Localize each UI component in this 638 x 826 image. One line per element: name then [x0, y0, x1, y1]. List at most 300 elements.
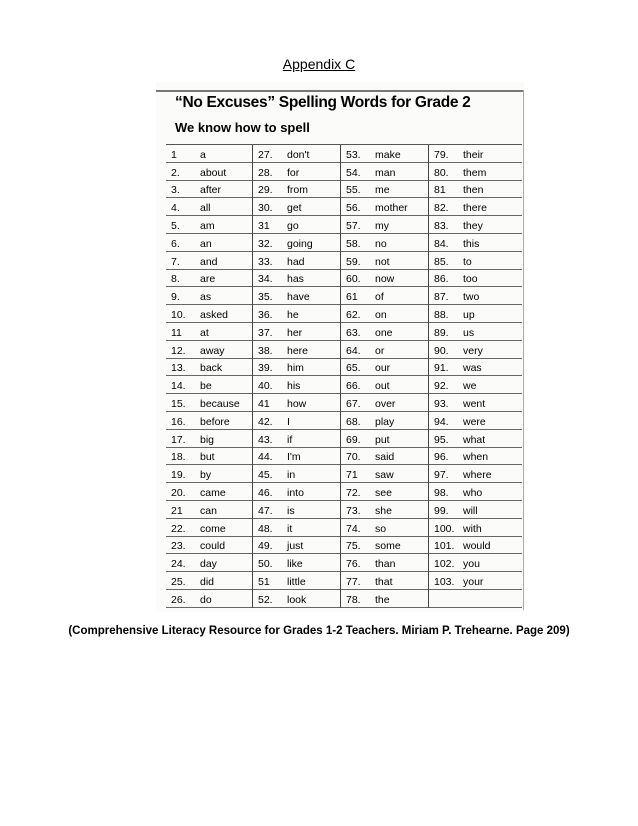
- word-number: 13.: [171, 362, 186, 375]
- word-text: play: [375, 415, 395, 428]
- table-row: [166, 198, 252, 216]
- word-number: 102.: [434, 558, 455, 571]
- word-number: 87.: [434, 291, 449, 304]
- table-row: [166, 145, 252, 163]
- table-row: [166, 465, 252, 483]
- table-row: [253, 216, 340, 234]
- table-row: [429, 216, 522, 234]
- word-number: 82.: [434, 202, 449, 215]
- table-row: [429, 590, 522, 608]
- word-number: 43.: [258, 433, 273, 446]
- word-number: 52.: [258, 593, 273, 606]
- table-row: [253, 287, 340, 305]
- word-text: your: [463, 575, 484, 588]
- word-number: 1: [171, 148, 177, 161]
- word-text: I'm: [287, 451, 301, 464]
- word-text: am: [200, 219, 215, 232]
- word-number: 65.: [346, 362, 361, 375]
- word-number: 70.: [346, 451, 361, 464]
- word-text: said: [375, 451, 395, 464]
- word-list-subtitle: We know how to spell: [175, 120, 310, 135]
- word-text: at: [200, 326, 209, 339]
- table-row: [341, 181, 428, 199]
- table-row: [166, 163, 252, 181]
- scan-right-border: [523, 90, 524, 610]
- word-number: 57.: [346, 219, 361, 232]
- word-number: 56.: [346, 202, 361, 215]
- word-number: 18.: [171, 451, 186, 464]
- word-number: 32.: [258, 237, 273, 250]
- word-text: by: [200, 469, 212, 482]
- word-text: than: [375, 558, 396, 571]
- word-text: will: [463, 504, 478, 517]
- word-text: little: [287, 575, 306, 588]
- word-number: 7.: [171, 255, 180, 268]
- word-text: I: [287, 415, 290, 428]
- word-text: that: [375, 575, 393, 588]
- word-text: can: [200, 504, 217, 517]
- word-text: because: [200, 397, 240, 410]
- word-text: make: [375, 148, 401, 161]
- word-number: 73.: [346, 504, 361, 517]
- word-number: 5.: [171, 219, 180, 232]
- word-text: mother: [375, 202, 408, 215]
- word-text: asked: [200, 308, 229, 321]
- table-row: [341, 430, 428, 448]
- word-number: 77.: [346, 575, 361, 588]
- table-row: [253, 181, 340, 199]
- word-number: 36.: [258, 308, 273, 321]
- table-row: [253, 376, 340, 394]
- table-row: [166, 376, 252, 394]
- word-text: don't: [287, 148, 310, 161]
- word-number: 54.: [346, 166, 361, 179]
- word-number: 33.: [258, 255, 273, 268]
- citation: (Comprehensive Literacy Resource for Grades 1-2 Teachers. Miriam P. Trehearne. Page 209): [68, 625, 570, 637]
- table-row: [429, 430, 522, 448]
- table-row: [341, 483, 428, 501]
- word-text: look: [287, 593, 307, 606]
- word-text: of: [375, 291, 384, 304]
- word-number: 63.: [346, 326, 361, 339]
- word-number: 96.: [434, 451, 449, 464]
- word-text: do: [200, 593, 212, 606]
- word-text: to: [463, 255, 472, 268]
- word-number: 45.: [258, 469, 273, 482]
- table-row: [253, 394, 340, 412]
- word-text: have: [287, 291, 310, 304]
- table-row: [253, 359, 340, 377]
- table-row: [429, 145, 522, 163]
- word-text: could: [200, 540, 226, 553]
- word-text: if: [287, 433, 293, 446]
- table-row: [341, 376, 428, 394]
- word-text: now: [375, 273, 395, 286]
- table-row: [341, 448, 428, 466]
- table-row: [429, 163, 522, 181]
- word-number: 44.: [258, 451, 273, 464]
- word-number: 92.: [434, 380, 449, 393]
- table-row: [166, 270, 252, 288]
- scanned-word-list: [156, 82, 524, 612]
- table-row: [429, 465, 522, 483]
- word-text: where: [463, 469, 492, 482]
- word-number: 58.: [346, 237, 361, 250]
- table-row: [429, 270, 522, 288]
- table-row: [166, 181, 252, 199]
- word-column: [253, 145, 341, 608]
- word-number: 61: [346, 291, 358, 304]
- word-number: 90.: [434, 344, 449, 357]
- word-text: are: [200, 273, 216, 286]
- word-number: 23.: [171, 540, 186, 553]
- word-text: man: [375, 166, 396, 179]
- word-number: 21: [171, 504, 183, 517]
- table-row: [429, 376, 522, 394]
- table-row: [253, 234, 340, 252]
- word-text: big: [200, 433, 215, 446]
- word-text: back: [200, 362, 223, 375]
- spelling-words-table: [166, 144, 522, 608]
- word-text: who: [463, 486, 483, 499]
- word-text: my: [375, 219, 389, 232]
- table-row: [253, 430, 340, 448]
- table-row: [166, 412, 252, 430]
- table-row: [429, 323, 522, 341]
- word-text: did: [200, 575, 215, 588]
- table-row: [166, 590, 252, 608]
- table-row: [341, 163, 428, 181]
- word-text: we: [463, 380, 477, 393]
- table-row: [166, 537, 252, 555]
- word-text: he: [287, 308, 299, 321]
- word-number: 99.: [434, 504, 449, 517]
- table-row: [253, 305, 340, 323]
- word-number: 34.: [258, 273, 273, 286]
- word-number: 101.: [434, 540, 455, 553]
- word-text: go: [287, 219, 299, 232]
- table-row: [429, 359, 522, 377]
- word-text: too: [463, 273, 478, 286]
- word-number: 93.: [434, 397, 449, 410]
- word-number: 71: [346, 469, 358, 482]
- table-row: [341, 216, 428, 234]
- table-row: [429, 394, 522, 412]
- word-text: came: [200, 486, 226, 499]
- word-text: some: [375, 540, 401, 553]
- word-text: for: [287, 166, 300, 179]
- word-text: the: [375, 593, 390, 606]
- word-number: 88.: [434, 308, 449, 321]
- table-row: [253, 554, 340, 572]
- table-row: [429, 501, 522, 519]
- word-number: 35.: [258, 291, 273, 304]
- word-number: 95.: [434, 433, 449, 446]
- word-number: 48.: [258, 522, 273, 535]
- table-row: [341, 519, 428, 537]
- word-column: [429, 145, 522, 608]
- word-number: 76.: [346, 558, 361, 571]
- word-number: 51: [258, 575, 270, 588]
- scan-top-border: [156, 90, 524, 92]
- word-number: 79.: [434, 148, 449, 161]
- word-text: day: [200, 558, 217, 571]
- table-row: [166, 323, 252, 341]
- word-number: 97.: [434, 469, 449, 482]
- table-row: [166, 394, 252, 412]
- word-text: me: [375, 184, 390, 197]
- word-column: [341, 145, 429, 608]
- table-row: [429, 181, 522, 199]
- table-row: [429, 448, 522, 466]
- table-row: [253, 412, 340, 430]
- table-row: [341, 572, 428, 590]
- word-text: had: [287, 255, 305, 268]
- word-number: 16.: [171, 415, 186, 428]
- word-text: as: [200, 291, 212, 304]
- table-row: [341, 145, 428, 163]
- word-number: 75.: [346, 540, 361, 553]
- table-row: [429, 341, 522, 359]
- word-number: 10.: [171, 308, 186, 321]
- word-text: them: [463, 166, 487, 179]
- word-text: not: [375, 255, 390, 268]
- word-text: and: [200, 255, 218, 268]
- table-row: [429, 519, 522, 537]
- word-text: just: [287, 540, 304, 553]
- word-number: 26.: [171, 593, 186, 606]
- word-text: into: [287, 486, 304, 499]
- word-text: was: [463, 362, 482, 375]
- word-text: us: [463, 326, 475, 339]
- word-number: 40.: [258, 380, 273, 393]
- word-number: 103.: [434, 575, 455, 588]
- word-text: you: [463, 558, 480, 571]
- word-number: 8.: [171, 273, 180, 286]
- word-text: here: [287, 344, 309, 357]
- word-number: 49.: [258, 540, 273, 553]
- word-number: 68.: [346, 415, 361, 428]
- appendix-heading: Appendix C: [282, 56, 356, 72]
- word-number: 89.: [434, 326, 449, 339]
- table-row: [429, 554, 522, 572]
- word-number: 46.: [258, 486, 273, 499]
- table-row: [341, 252, 428, 270]
- table-row: [166, 501, 252, 519]
- table-row: [253, 465, 340, 483]
- table-row: [253, 590, 340, 608]
- word-text: a: [200, 148, 206, 161]
- word-text: before: [200, 415, 230, 428]
- word-text: this: [463, 237, 480, 250]
- table-row: [341, 537, 428, 555]
- table-row: [429, 234, 522, 252]
- word-number: 85.: [434, 255, 449, 268]
- table-row: [253, 163, 340, 181]
- word-number: 50.: [258, 558, 273, 571]
- word-text: two: [463, 291, 480, 304]
- word-number: 24.: [171, 558, 186, 571]
- table-row: [166, 305, 252, 323]
- table-row: [341, 341, 428, 359]
- table-row: [166, 234, 252, 252]
- table-row: [341, 394, 428, 412]
- word-number: 41: [258, 397, 270, 410]
- table-row: [253, 252, 340, 270]
- table-row: [166, 287, 252, 305]
- table-row: [429, 287, 522, 305]
- word-number: 60.: [346, 273, 361, 286]
- word-text: see: [375, 486, 392, 499]
- table-row: [341, 465, 428, 483]
- word-text: like: [287, 558, 303, 571]
- word-number: 72.: [346, 486, 361, 499]
- table-row: [253, 145, 340, 163]
- word-text: from: [287, 184, 308, 197]
- table-row: [253, 270, 340, 288]
- word-number: 30.: [258, 202, 273, 215]
- word-text: away: [200, 344, 225, 357]
- table-row: [166, 519, 252, 537]
- table-row: [166, 483, 252, 501]
- word-number: 78.: [346, 593, 361, 606]
- word-number: 94.: [434, 415, 449, 428]
- word-text: no: [375, 237, 387, 250]
- word-text: after: [200, 184, 222, 197]
- table-row: [166, 216, 252, 234]
- word-text: but: [200, 451, 215, 464]
- word-number: 22.: [171, 522, 186, 535]
- word-text: how: [287, 397, 307, 410]
- table-row: [341, 234, 428, 252]
- table-row: [166, 430, 252, 448]
- table-row: [253, 198, 340, 216]
- table-row: [341, 501, 428, 519]
- table-row: [166, 359, 252, 377]
- table-row: [166, 341, 252, 359]
- word-text: put: [375, 433, 390, 446]
- word-text: very: [463, 344, 483, 357]
- word-number: 84.: [434, 237, 449, 250]
- table-row: [429, 537, 522, 555]
- word-text: then: [463, 184, 484, 197]
- word-text: an: [200, 237, 212, 250]
- word-list-title: “No Excuses” Spelling Words for Grade 2: [175, 94, 471, 111]
- word-number: 47.: [258, 504, 273, 517]
- word-number: 31: [258, 219, 270, 232]
- word-text: with: [463, 522, 482, 535]
- table-row: [341, 198, 428, 216]
- table-row: [253, 519, 340, 537]
- word-text: were: [463, 415, 486, 428]
- word-text: is: [287, 504, 295, 517]
- word-number: 14.: [171, 380, 186, 393]
- table-row: [166, 554, 252, 572]
- word-number: 81: [434, 184, 446, 197]
- word-number: 59.: [346, 255, 361, 268]
- word-number: 12.: [171, 344, 186, 357]
- word-number: 39.: [258, 362, 273, 375]
- word-number: 67.: [346, 397, 361, 410]
- table-row: [253, 341, 340, 359]
- table-row: [341, 412, 428, 430]
- word-text: come: [200, 522, 226, 535]
- word-text: saw: [375, 469, 394, 482]
- table-row: [253, 323, 340, 341]
- table-row: [341, 305, 428, 323]
- word-text: there: [463, 202, 487, 215]
- word-text: up: [463, 308, 475, 321]
- word-text: would: [463, 540, 491, 553]
- table-row: [253, 572, 340, 590]
- word-number: 11: [171, 326, 182, 339]
- table-row: [341, 590, 428, 608]
- word-text: has: [287, 273, 304, 286]
- word-text: one: [375, 326, 393, 339]
- word-text: be: [200, 380, 212, 393]
- word-text: about: [200, 166, 227, 179]
- table-row: [253, 537, 340, 555]
- table-row: [341, 287, 428, 305]
- table-row: [253, 501, 340, 519]
- word-text: she: [375, 504, 392, 517]
- word-number: 29.: [258, 184, 273, 197]
- word-number: 6.: [171, 237, 180, 250]
- word-text: so: [375, 522, 387, 535]
- word-number: 27.: [258, 148, 273, 161]
- word-text: they: [463, 219, 483, 232]
- word-number: 15.: [171, 397, 186, 410]
- table-row: [166, 448, 252, 466]
- word-number: 9.: [171, 291, 180, 304]
- table-row: [341, 359, 428, 377]
- word-number: 91.: [434, 362, 449, 375]
- word-number: 2.: [171, 166, 180, 179]
- word-number: 20.: [171, 486, 186, 499]
- table-row: [429, 412, 522, 430]
- word-number: 69.: [346, 433, 361, 446]
- word-text: their: [463, 148, 484, 161]
- word-number: 17.: [171, 433, 186, 446]
- table-row: [253, 448, 340, 466]
- word-text: it: [287, 522, 293, 535]
- word-text: in: [287, 469, 296, 482]
- word-number: 86.: [434, 273, 449, 286]
- word-text: her: [287, 326, 303, 339]
- word-number: 66.: [346, 380, 361, 393]
- word-number: 98.: [434, 486, 449, 499]
- word-number: 25.: [171, 575, 186, 588]
- word-number: 37.: [258, 326, 273, 339]
- word-text: going: [287, 237, 313, 250]
- table-row: [429, 252, 522, 270]
- table-row: [166, 572, 252, 590]
- word-text: all: [200, 202, 211, 215]
- table-row: [429, 198, 522, 216]
- table-row: [429, 305, 522, 323]
- word-number: 55.: [346, 184, 361, 197]
- word-number: 64.: [346, 344, 361, 357]
- word-text: went: [463, 397, 486, 410]
- word-text: our: [375, 362, 391, 375]
- word-number: 42.: [258, 415, 273, 428]
- table-row: [341, 270, 428, 288]
- word-text: what: [463, 433, 486, 446]
- word-number: 74.: [346, 522, 361, 535]
- word-number: 100.: [434, 522, 455, 535]
- word-column: [166, 145, 253, 608]
- word-number: 3.: [171, 184, 180, 197]
